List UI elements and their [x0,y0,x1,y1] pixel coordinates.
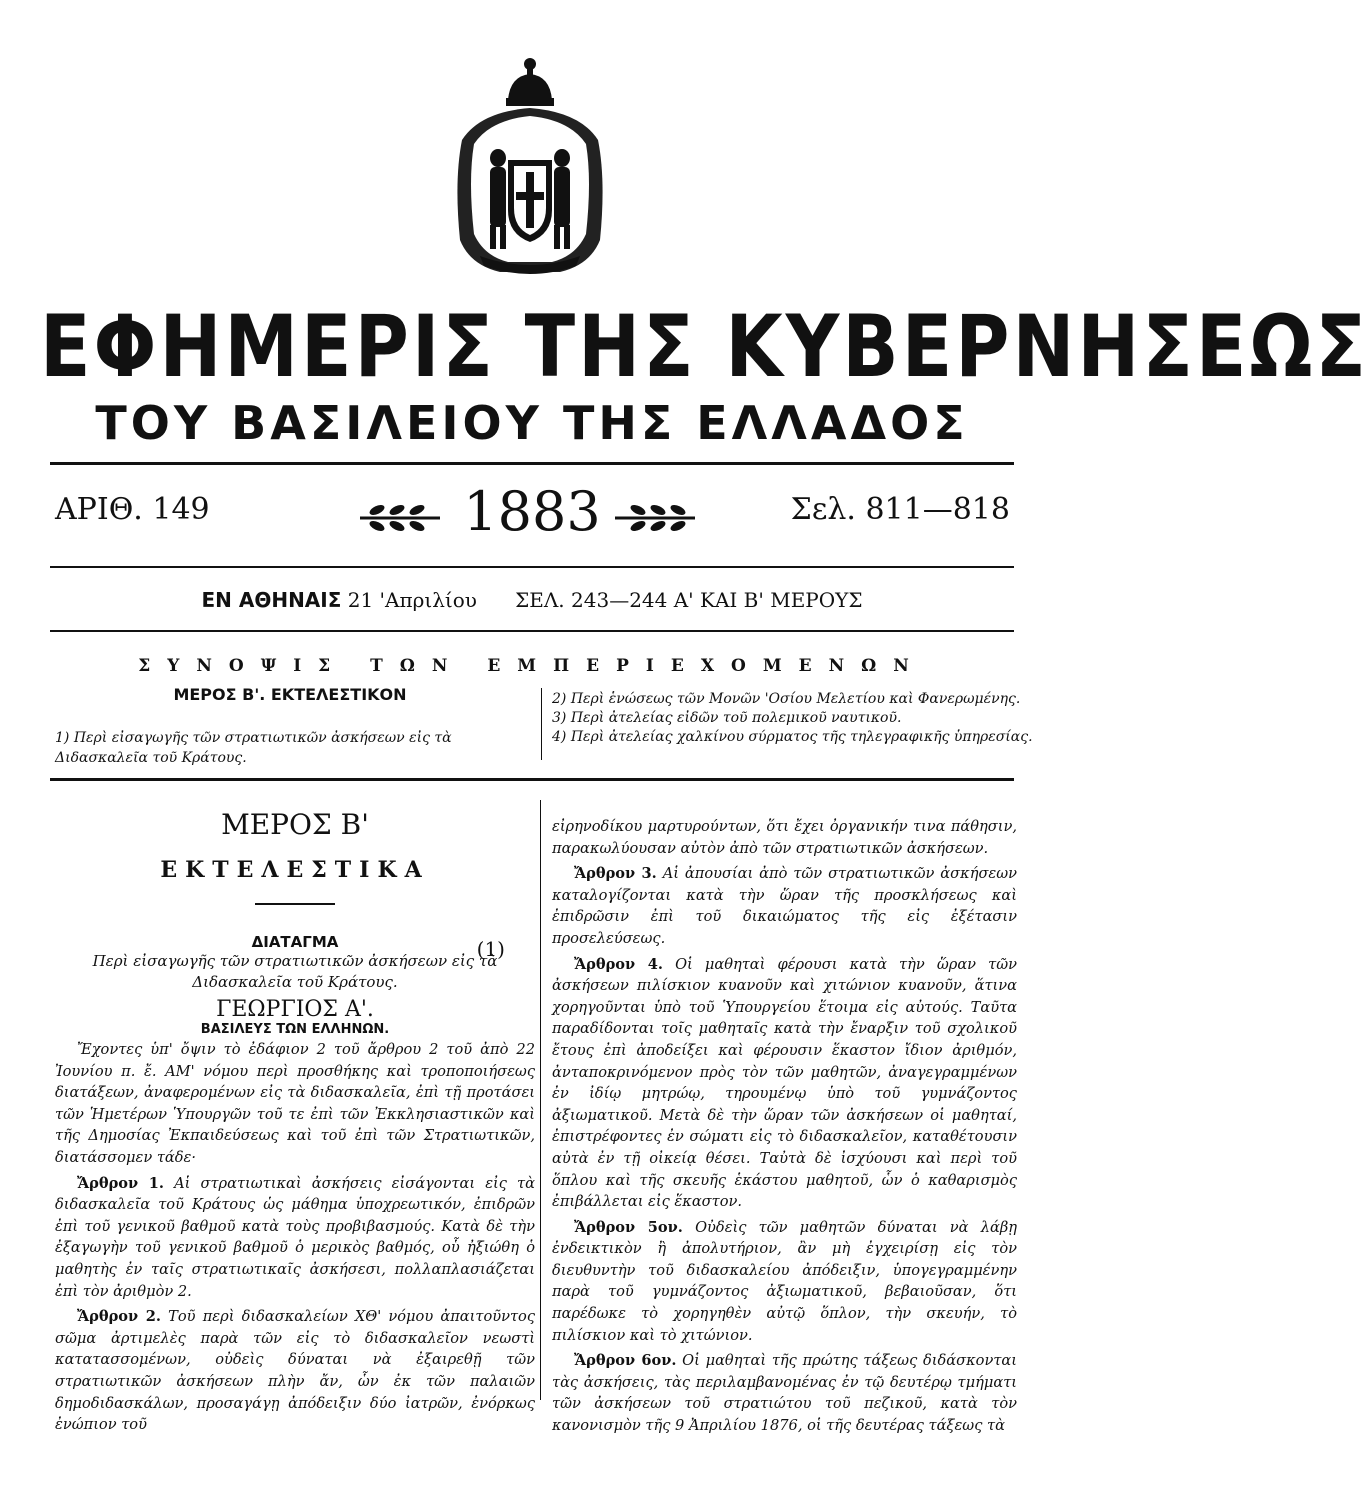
article-4-paragraph [552,954,1017,1213]
decree-number: (1) [476,937,505,961]
synopsis-title: ΣΥΝΟΨΙΣ ΤΩΝ ΕΜΠΕΡΙΕΧΟΜΕΝΩΝ [138,656,926,676]
synopsis-rule [50,778,1014,781]
dateline-sections: ΣΕΛ. 243—244 Α' ΚΑΙ Β' ΜΕΡΟΥΣ [515,588,863,612]
king-name: ΓΕΩΡΓΙΟΣ Α'. [216,997,374,1022]
laurel-branch-left-icon [355,498,445,538]
issue-number: ΑΡΙΘ. 149 [55,492,210,527]
section-title: ΜΕΡΟΣ Β' [221,808,369,841]
issue-rule [50,566,1014,568]
article-6-text: Οἱ μαθηταὶ τῆς πρώτης τάξεως διδάσκονται τὰς ἀσκήσεις, τὰς περιλαμβανομένας ἐν τῷ δευτέρῳ τμήματι τῶν ἀσκήσεων τοῦ στρατιώτου τοῦ πεζικοῦ, κατὰ τὸν κανονισμὸν τῆς 9 Ἀπριλίου 1876, οἱ τῆς δευτέρας τάξεως τὰ [552,1352,1017,1435]
article-3-text: Αἱ ἀπουσίαι ἀπὸ τῶν στρατιωτικῶν ἀσκήσεων καταλογίζονται κατὰ τὴν ὥραν τῆς προσκλήσεως καὶ ἐπιδρῶσιν ἐπὶ τοῦ δικαιώματος τῆς εἰς ἐξέτασιν προσελεύσεως. [552,865,1018,947]
article-5-paragraph [552,1217,1017,1347]
left-column [55,808,535,1440]
masthead-rule [50,462,1014,465]
article-1-paragraph [55,1173,535,1303]
article-1-text: Αἱ στρατιωτικαὶ ἀσκήσεις εἰσάγονται εἰς τὰ διδασκαλεῖα τοῦ Κράτους ὡς μάθημα ὑποχρεωτικόν, ἐπιδρῶν ἐπὶ τοῦ γενικοῦ βαθμοῦ κατὰ τοὺς προβιβασμούς. Κατὰ δὲ τὴν ἐξαγωγὴν τοῦ γενικοῦ βαθμοῦ ὁ μερικὸς βαθμός, οὗ ἠξιώθη ὁ μαθητὴς ἐν ταῖς στρατιωτικαῖς ἀσκήσεσι, πολλαπλασιάζεται ἐπὶ τὸν ἀριθμὸν 2. [55,1174,535,1300]
synopsis-divider [541,688,542,760]
article-6-label: Ἄρθρον 6ον. [574,1352,677,1370]
article-6-paragraph [552,1350,1017,1436]
dateline-place: ΕΝ ΑΘΗΝΑΙΣ [201,588,342,612]
newspaper-subtitle: ΤΟΥ ΒΑΣΙΛΕΙΟΥ ΤΗΣ ΕΛΛΑΔΟΣ [95,396,969,450]
article-3-paragraph [552,863,1017,949]
synopsis-item-2: 2) Περὶ ἑνώσεως τῶν Μονῶν 'Οσίου Μελετίου καὶ Φανερωμένης. [552,691,1021,707]
section-rule [255,903,335,905]
article-2-text: Τοῦ περὶ διδασκαλείων ΧΘ' νόμου ἀπαιτοῦντος σῶμα ἀρτιμελὲς παρὰ τῶν εἰς τὸ διδασκαλεῖον νεωστὶ κατατασσομένων, οὐδεὶς δύναται νὰ ἐξαιρεθῇ τῶν στρατιωτικῶν ἀσκήσεων πλὴν ἄν, ὧν ἐκ τῶν παλαιῶν δημοδιδασκάλων, προσαγάγῃ ἀπόδειξιν δύο ἰατρῶν, ἐνόρκως ἐνώπιον τοῦ [55,1308,536,1434]
continuation-paragraph: εἰρηνοδίκου μαρτυρούντων, ὅτι ἔχει ὀργανικήν τινα πάθησιν, παρακωλύουσαν αὐτὸν ἀπὸ τῶν στρατιωτικῶν ἀσκήσεων. [552,818,1017,857]
synopsis-item-3: 3) Περὶ ἀτελείας εἰδῶν τοῦ πολεμικοῦ ναυτικοῦ. [552,710,902,726]
synopsis-item-1: 1) Περὶ εἰσαγωγῆς τῶν στρατιωτικῶν ἀσκήσεων εἰς τὰ Διδασκαλεῖα τοῦ Κράτους. [55,730,452,766]
dateline-rule [50,630,1014,632]
article-5-text: Οὐδεὶς τῶν μαθητῶν δύναται νὰ λάβῃ ἐνδεικτικὸν ἢ ἀπολυτήριον, ἂν μὴ ἐγχειρίσῃ εἰς τὸν διευθυντὴν τοῦ διδασκαλείου ἀπόδειξιν, ὑπογεγραμμένην παρὰ τοῦ γυμνάζοντος ἀξιωματικοῦ, βεβαιοῦσαν, ὅτι παρέδωκε τὸ χορηγηθὲν αὐτῷ ὅπλον, τὴν σκευήν, τὸ πιλίσκιον καὶ τὸ χιτώνιον. [552,1218,1017,1344]
laurel-branch-right-icon [610,498,700,538]
issue-pages: Σελ. 811—818 [790,492,1010,527]
coat-of-arms-icon [450,50,610,290]
article-4-text: Οἱ μαθηταὶ φέρουσι κατὰ τὴν ὥραν τῶν ἀσκήσεων πιλίσκιον κυανοῦν καὶ χιτώνιον κυανοῦν, ἅτινα χορηγοῦνται ὑπὸ τοῦ Ὑπουργείου ἕτοιμα εἰς αὐτούς. Ταῦτα παραδίδονται τοῖς μαθηταῖς κατὰ τὴν ἔναρξιν τοῦ σχολικοῦ ἔτους ἐπὶ ἀποδείξει καὶ φέρουσιν ἕκαστον ἴδιον ἀριθμόν, ἀνταποκρινόμενον πρὸς τὸν τῶν μαθητῶν, ἀναγεγραμμένων ἐν ἰδίῳ μητρώῳ, τηρουμένῳ ὑπὸ τοῦ γυμνάζοντος ἀξιωματικοῦ. Μετὰ δὲ τὴν ὥραν τῶν ἀσκήσεων οἱ μαθηταί, ἐπιστρέφοντες ἐν σώματι εἰς τὸ διδασκαλεῖον, καταθέτουσιν αὐτὰ ἐν τῇ οἰκείᾳ θέσει. Ταὐτὰ δὲ ἰσχύουσι καὶ περὶ τοῦ ὅπλου καὶ τῆς σκευῆς ἑκάστου μαθητοῦ, ὧν ὁ καθαρισμὸς ἐπιβάλλεται εἰς ἕκαστον. [552,955,1018,1211]
section-subtitle: ΕΚΤΕΛΕΣΤΙΚΑ [160,857,430,883]
preamble-paragraph: Ἔχοντες ὑπ' ὄψιν τὸ ἐδάφιον 2 τοῦ ἄρθρου 2 τοῦ ἀπὸ 22 Ἰουνίου π. ἔ. ΑΜ' νόμου περὶ προσθήκης καὶ τροποποιήσεως διατάξεων, ἀναφερομένων εἰς τὰ διδασκαλεῖα, ἐπὶ τῇ προτάσει τῶν Ἡμετέρων Ὑπουργῶν τοῦ τε ἐπὶ τῶν Ἐκκλησιαστικῶν καὶ τῆς Δημοσίας Ἐκπαιδεύσεως καὶ τοῦ ἐπὶ τῶν Στρατιωτικῶν, διατάσσομεν τάδε· [55,1041,535,1166]
right-column [552,816,1017,1441]
newspaper-title: ΕΦΗΜΕΡΙΣ ΤΗΣ ΚΥΒΕΡΝΗΣΕΩΣ [40,297,1369,397]
article-1-label: Ἄρθρον 1. [77,1174,164,1192]
king-title: ΒΑΣΙΛΕΥΣ ΤΩΝ ΕΛΛΗΝΩΝ. [200,1022,390,1037]
article-2-label: Ἄρθρον 2. [77,1308,161,1326]
synopsis-item-4: 4) Περὶ ἀτελείας χαλκίνου σύρματος τῆς τηλεγραφικῆς ὑπηρεσίας. [552,729,1033,745]
dateline [50,588,1014,612]
article-5-label: Ἄρθρον 5ον. [574,1218,683,1236]
column-divider [540,800,541,1400]
article-4-label: Ἄρθρον 4. [574,955,663,973]
dateline-date: 21 'Απριλίου [347,588,477,612]
synopsis-list [552,690,1033,747]
synopsis-part-heading: ΜΕΡΟΣ Β'. ΕΚΤΕΛΕΣΤΙΚΟΝ [173,685,407,704]
article-3-label: Ἄρθρον 3. [574,865,657,883]
decree-label: ΔΙΑΤΑΓΜΑ [251,933,339,951]
issue-year: 1883 [463,480,601,543]
decree-heading [55,933,535,961]
article-2-paragraph [55,1306,535,1436]
decree-subject: Περὶ εἰσαγωγῆς τῶν στρατιωτικῶν ἀσκήσεων εἰς τὰ Διδασκαλεῖα τοῦ Κράτους. [92,952,498,991]
